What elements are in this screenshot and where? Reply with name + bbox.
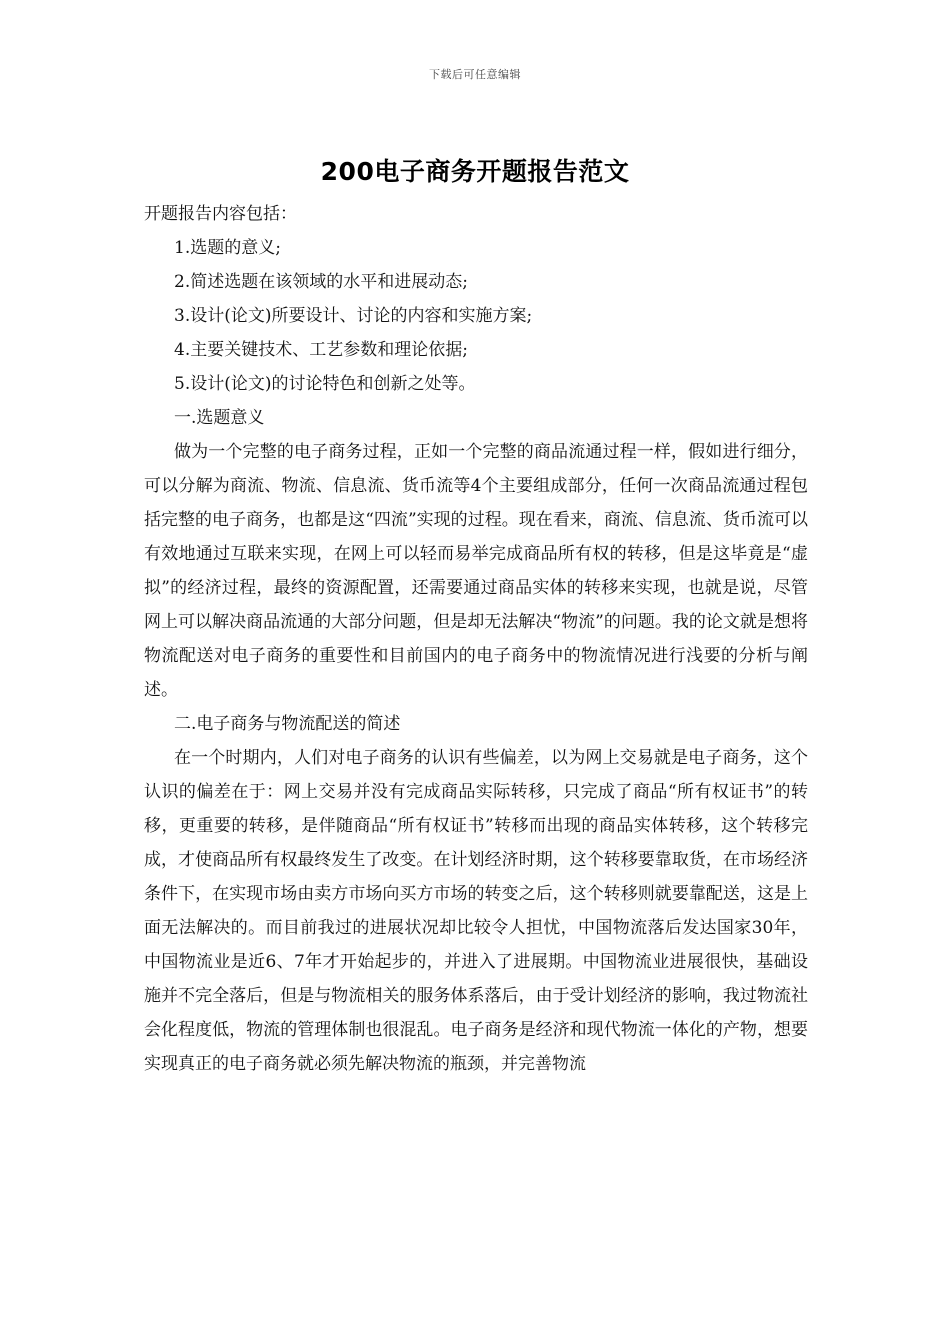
section-paragraph-2: 在一个时期内，人们对电子商务的认识有些偏差，以为网上交易就是电子商务，这个认识的偏差在于：网上交易并没有完成商品实际转移，只完成了商品“所有权证书”的转移，更重要的转移，是伴随商品“所有权证书”转移而出现的商品实体转移，这个转移完成，才使商品所有权最终发生了改变。在计划经济时期，这个转移要靠取货，在市场经济条件下，在实现市场由卖方市场向买方市场的转变之后，这个转移则就要靠配送，这是上面无法解决的。而目前我过的进展状况却比较令人担忧，中国物流落后发达国家30年，中国物流业是近6、7年才开始起步的，并进入了进展期。中国物流业进展很快，基础设施并不完全落后，但是与物流相关的服务体系落后，由于受计划经济的影响，我过物流社会化程度低，物流的管理体制也很混乱。电子商务是经济和现代物流一体化的产物，想要实现真正的电子商务就必须先解决物流的瓶颈，并完善物流 [144, 748, 808, 1074]
intro-line: 开题报告内容包括： [144, 204, 297, 224]
list-item: 5.设计(论文)的讨论特色和创新之处等。 [174, 374, 476, 394]
list-item: 4.主要关键技术、工艺参数和理论依据; [174, 340, 468, 360]
page-header-note: 下载后可任意编辑 [429, 68, 521, 81]
document-title: 200电子商务开题报告范文 [320, 157, 630, 186]
list-item: 3.设计(论文)所要设计、讨论的内容和实施方案; [174, 306, 533, 326]
section-heading-1: 一.选题意义 [174, 408, 265, 428]
section-heading-2: 二.电子商务与物流配送的简述 [174, 714, 401, 734]
list-item: 2.简述选题在该领域的水平和进展动态; [174, 272, 468, 292]
document-body [144, 197, 808, 1081]
section-paragraph-1: 做为一个完整的电子商务过程，正如一个完整的商品流通过程一样，假如进行细分，可以分解为商流、物流、信息流、货币流等4个主要组成部分，任何一次商品流通过程包括完整的电子商务，也都是这“四流”实现的过程。现在看来，商流、信息流、货币流可以有效地通过互联来实现，在网上可以轻而易举完成商品所有权的转移，但是这毕竟是“虚拟”的经济过程，最终的资源配置，还需要通过商品实体的转移来实现，也就是说，尽管网上可以解决商品流通的大部分问题，但是却无法解决“物流”的问题。我的论文就是想将物流配送对电子商务的重要性和目前国内的电子商务中的物流情况进行浅要的分析与阐述。 [144, 442, 808, 700]
list-item: 1.选题的意义; [174, 238, 281, 258]
